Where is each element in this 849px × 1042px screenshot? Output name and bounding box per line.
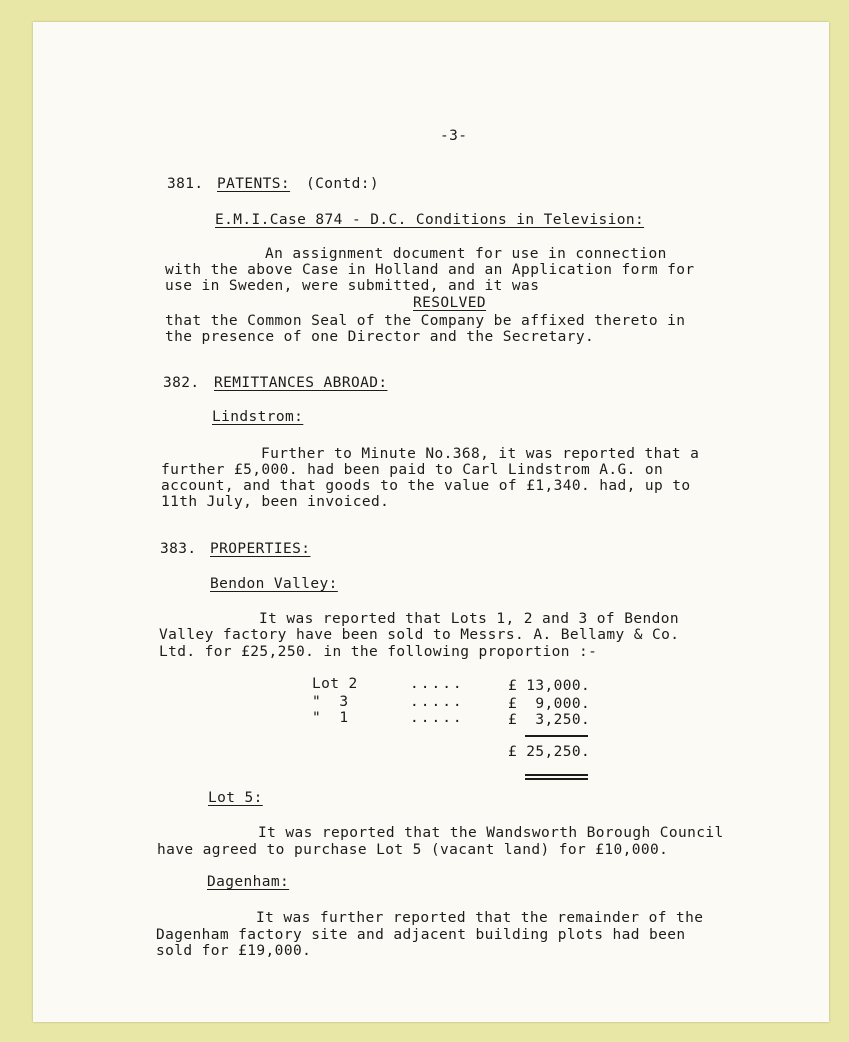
- minute-381-para-line: An assignment document for use in connection: [265, 246, 667, 262]
- minute-382-para-line: further £5,000. had been paid to Carl Lindstrom A.G. on: [161, 462, 664, 478]
- lots-total: £ 25,250.: [508, 744, 591, 760]
- lot-label: " 3: [312, 694, 349, 710]
- dagenham-para-line: It was further reported that the remainder of the: [256, 910, 704, 926]
- minute-381-para-line: use in Sweden, were submitted, and it was: [165, 278, 540, 294]
- minute-382-number: 382.: [163, 375, 200, 391]
- bendon-para-line: Valley factory have been sold to Messrs. A. Bellamy & Co.: [159, 627, 680, 643]
- bendon-para-line: It was reported that Lots 1, 2 and 3 of Bendon: [259, 611, 679, 627]
- leader-dots: .....: [410, 694, 464, 710]
- minute-381-para-line: with the above Case in Holland and an Application form for: [165, 262, 695, 278]
- lot-amount: £ 3,250.: [508, 712, 591, 728]
- lot-5-para-line: It was reported that the Wandsworth Borough Council: [258, 825, 724, 841]
- bendon-valley-subheading: Bendon Valley:: [210, 576, 338, 592]
- minute-383-number: 383.: [160, 541, 197, 557]
- dagenham-para-line: sold for £19,000.: [156, 943, 312, 959]
- minute-383-heading: PROPERTIES:: [210, 541, 311, 557]
- page-number: -3-: [440, 128, 468, 144]
- minute-382-para-line: account, and that goods to the value of £1,340. had, up to: [161, 478, 691, 494]
- minute-381-heading-suffix: (Contd:): [306, 176, 380, 192]
- resolved-label: RESOLVED: [413, 295, 487, 311]
- minute-382-para-line: Further to Minute No.368, it was reported that a: [261, 446, 700, 462]
- minute-381-number: 381.: [167, 176, 204, 192]
- document-page: [33, 22, 829, 1022]
- minute-381-heading: PATENTS:: [217, 176, 291, 192]
- lot-label: " 1: [312, 710, 349, 726]
- minute-382-para-line: 11th July, been invoiced.: [161, 494, 390, 510]
- lot-5-subheading: Lot 5:: [208, 790, 263, 806]
- sum-rule: [525, 735, 588, 737]
- lot-5-para-line: have agreed to purchase Lot 5 (vacant land) for £10,000.: [157, 842, 669, 858]
- dagenham-para-line: Dagenham factory site and adjacent building plots had been: [156, 927, 686, 943]
- total-double-rule: [525, 774, 588, 776]
- minute-382-subheading: Lindstrom:: [212, 409, 304, 425]
- leader-dots: .....: [410, 710, 464, 726]
- resolution-line: the presence of one Director and the Secretary.: [165, 329, 595, 345]
- bendon-para-line: Ltd. for £25,250. in the following proportion :-: [159, 644, 598, 660]
- dagenham-subheading: Dagenham:: [207, 874, 290, 890]
- minute-382-heading: REMITTANCES ABROAD:: [214, 375, 388, 391]
- lot-label: Lot 2: [312, 676, 358, 692]
- total-double-rule: [525, 778, 588, 780]
- lot-amount: £ 13,000.: [508, 678, 591, 694]
- minute-381-subheading: E.M.I.Case 874 - D.C. Conditions in Television:: [215, 212, 645, 228]
- resolution-line: that the Common Seal of the Company be affixed thereto in: [165, 313, 686, 329]
- leader-dots: .....: [410, 676, 464, 692]
- lot-amount: £ 9,000.: [508, 696, 591, 712]
